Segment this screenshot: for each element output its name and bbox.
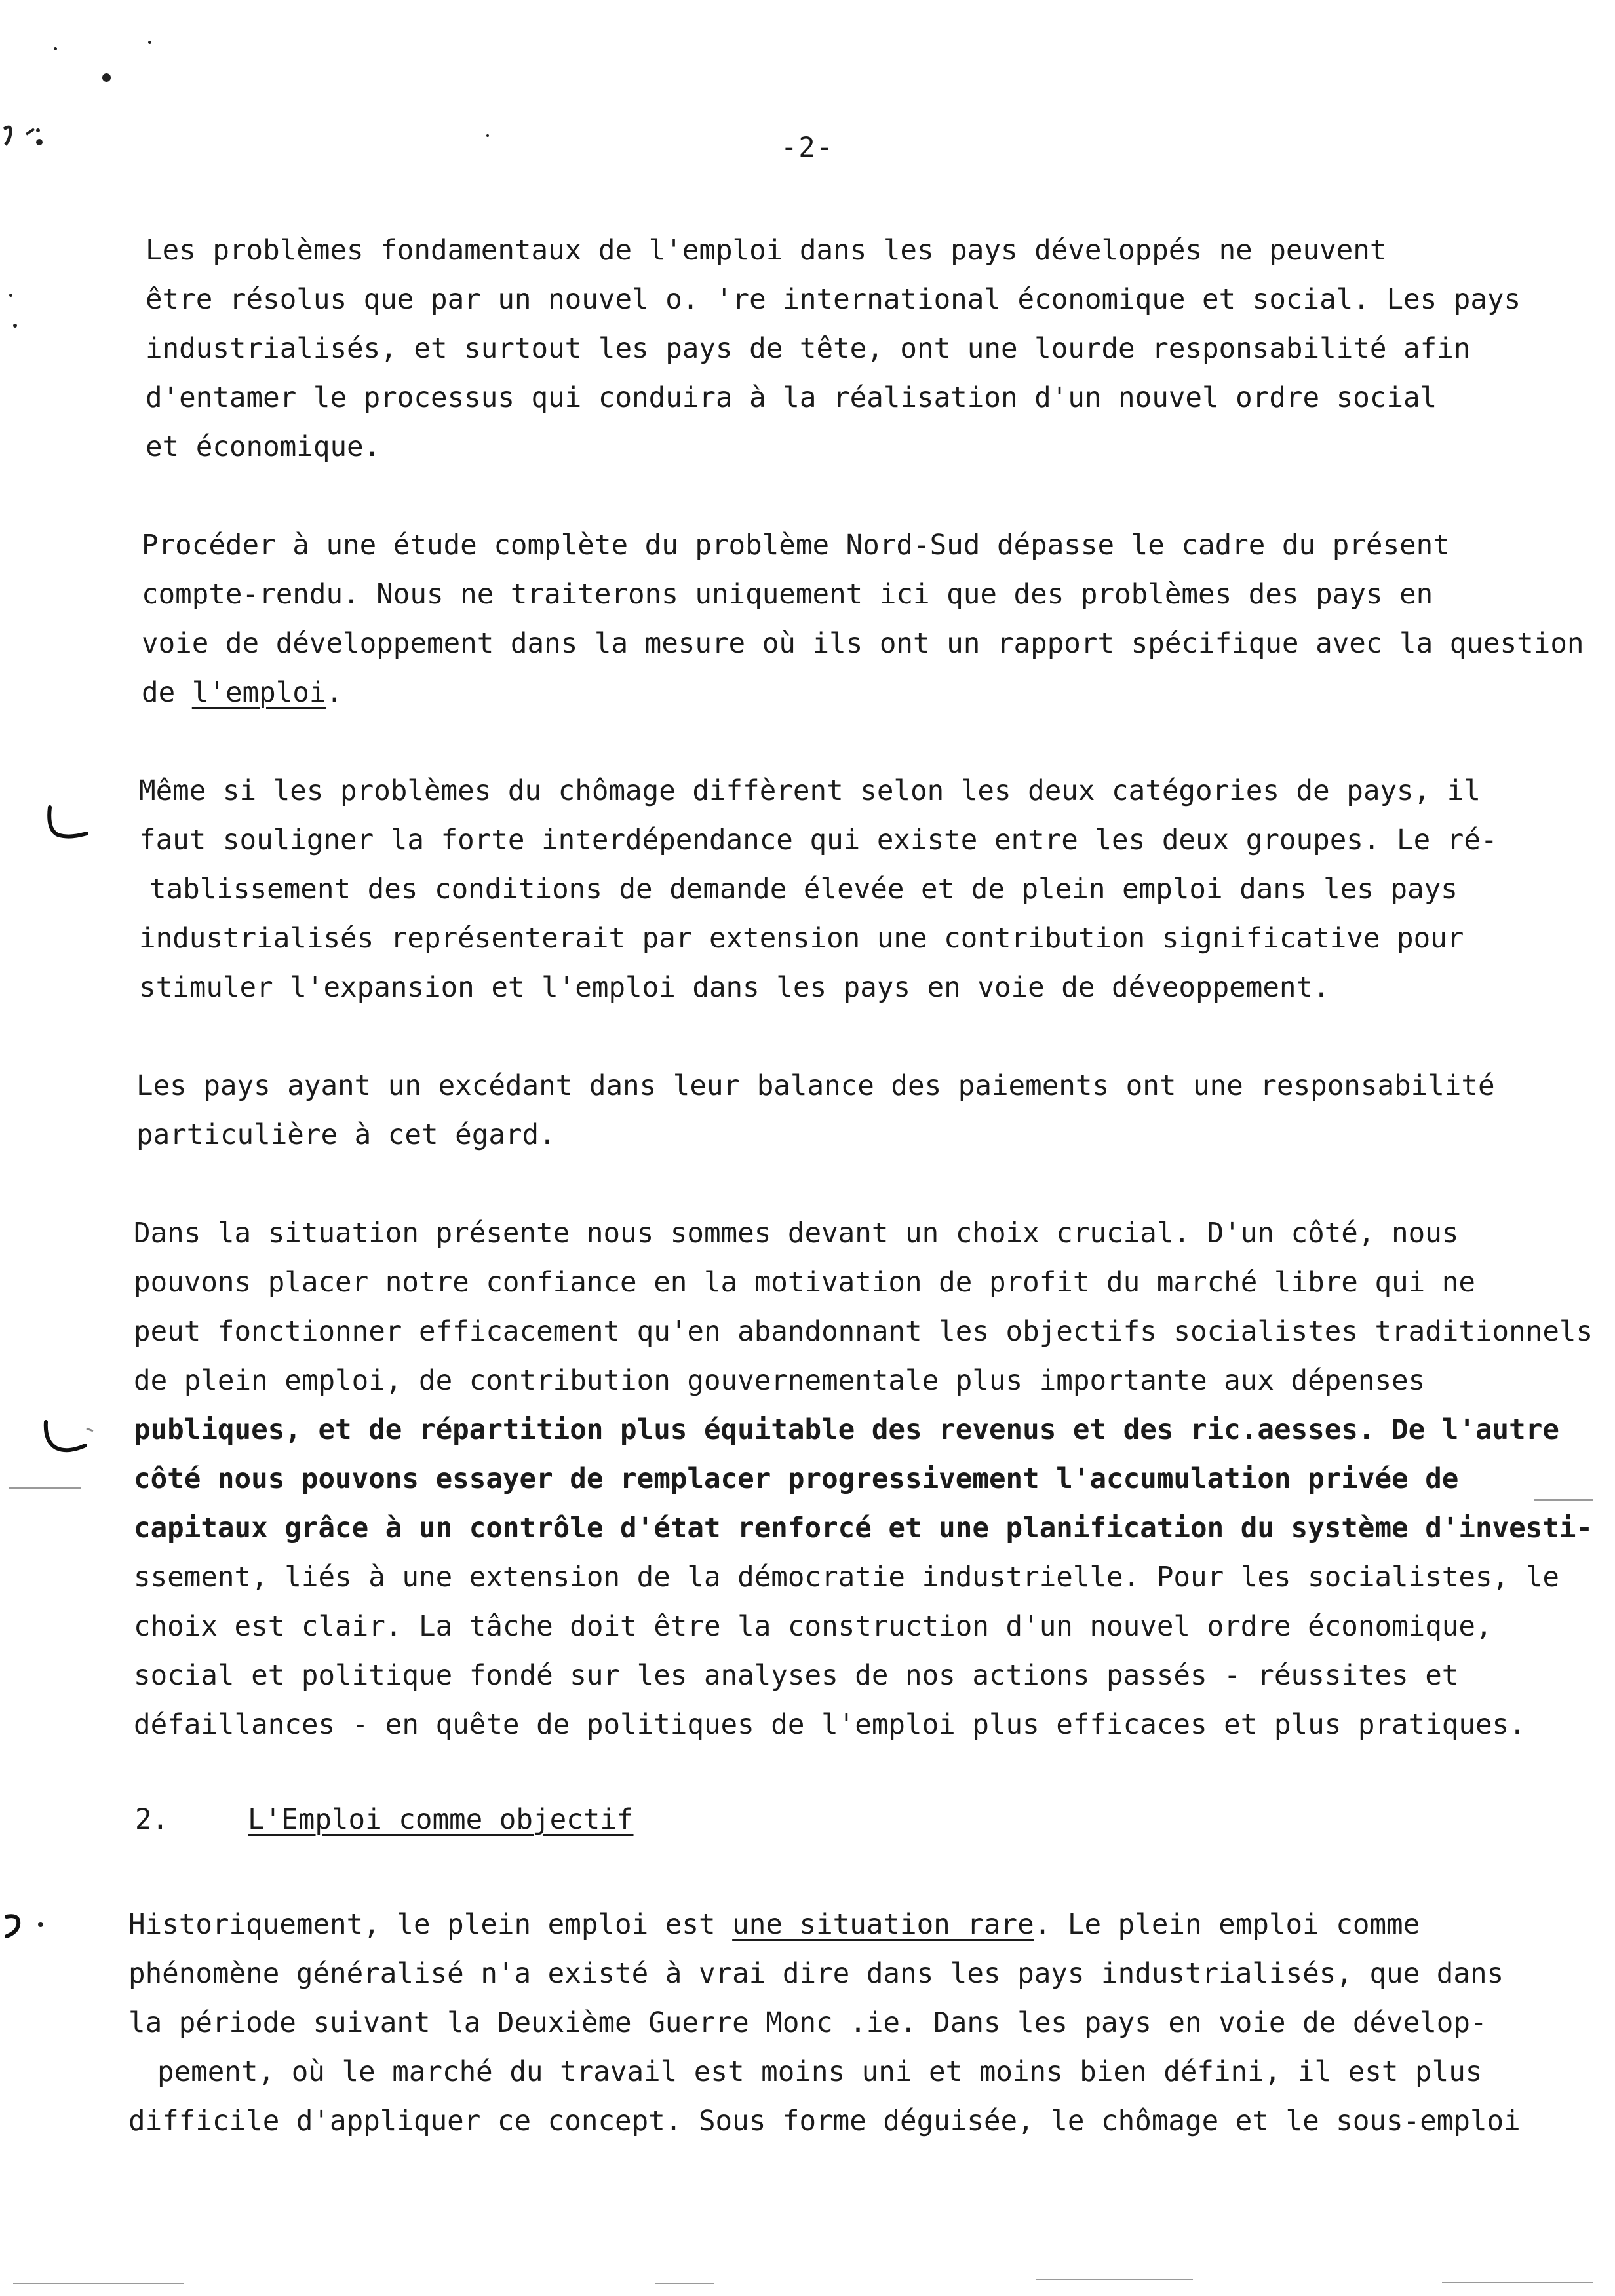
text-fragment: Historiquement, le plein emploi est: [128, 1909, 733, 1941]
text-line: Les pays ayant un excédant dans leur balance des paiements ont une responsabilité: [136, 1070, 1495, 1102]
text-line: [128, 1900, 1521, 1949]
margin-scribble: [1, 1910, 60, 1943]
section-title: L'Emploi comme objectif: [248, 1804, 634, 1836]
text-line: être résolus que par un nouvel o. 're international économique et social. Les pays: [146, 284, 1521, 316]
scan-artifact: [9, 1487, 81, 1489]
text-line: voie de développement dans la mesure où ils ont un rapport spécifique avec la question: [142, 628, 1584, 660]
text-line: phénomène généralisé n'a existé à vrai dire dans les pays industrialisés, que dans: [128, 1958, 1504, 1990]
text-line: tablissement des conditions de demande élevée et de plein emploi dans les pays: [149, 873, 1458, 906]
scan-artifact: [1442, 2282, 1593, 2283]
text-line: difficile d'appliquer ce concept. Sous forme déguisée, le chômage et le sous-emploi: [128, 2105, 1521, 2137]
scan-speck: [102, 73, 111, 82]
scan-speck: [148, 41, 151, 44]
underlined-text: l'emploi: [191, 677, 326, 709]
margin-bracket-mark: [37, 1415, 96, 1461]
section-number: 2.: [135, 1804, 169, 1836]
text-line: peut fonctionner efficacement qu'en abandonnant les objectifs socialistes traditionnels: [134, 1316, 1593, 1348]
paragraph: [146, 226, 1521, 472]
text-line: stimuler l'expansion et l'emploi dans les pays en voie de déveoppement.: [139, 972, 1330, 1004]
text-line: d'entamer le processus qui conduira à la réalisation d'un nouvel ordre social: [146, 382, 1437, 414]
page-number: -2-: [781, 131, 834, 163]
text-line: [142, 668, 1584, 718]
scan-speck: [13, 324, 17, 328]
text-line: social et politique fondé sur les analyses de nos actions passés - réussites et: [134, 1660, 1459, 1692]
text-line: Dans la situation présente nous sommes devant un choix crucial. D'un côté, nous: [134, 1217, 1459, 1250]
text-line: faut souligner la forte interdépendance qui existe entre les deux groupes. Le ré-: [139, 824, 1498, 856]
text-line: ssement, liés à une extension de la démocratie industrielle. Pour les socialistes, le: [134, 1561, 1559, 1594]
margin-bracket-mark: [43, 805, 96, 844]
scan-artifact: [1534, 1499, 1593, 1501]
text-line: pouvons placer notre confiance en la motivation de profit du marché libre qui ne: [134, 1267, 1475, 1299]
scan-artifact: [1036, 2279, 1193, 2280]
scan-artifact: [655, 2283, 714, 2284]
text-fragment: .: [326, 677, 343, 709]
text-line: côté nous pouvons essayer de remplacer progressivement l'accumulation privée de: [134, 1463, 1459, 1495]
text-line: publiques, et de répartition plus équitable des revenus et des ric.aesses. De l'autre: [134, 1414, 1559, 1446]
paragraph: [139, 767, 1498, 1012]
text-line: et économique.: [146, 431, 381, 463]
text-line: pement, où le marché du travail est moins uni et moins bien défini, il est plus: [157, 2056, 1483, 2088]
section-heading: [135, 1795, 634, 1845]
text-fragment: . Le plein emploi comme: [1034, 1909, 1420, 1941]
scan-speck: [54, 47, 57, 50]
text-line: la période suivant la Deuxième Guerre Monc .ie. Dans les pays en voie de dévelop-: [128, 2007, 1487, 2039]
paragraph: [134, 1209, 1593, 1750]
text-line: Procéder à une étude complète du problème Nord-Sud dépasse le cadre du présent: [142, 529, 1450, 562]
text-line: Même si les problèmes du chômage diffèrent selon les deux catégories de pays, il: [139, 775, 1481, 807]
text-line: compte-rendu. Nous ne traiterons uniquement ici que des problèmes des pays en: [142, 579, 1433, 611]
text-line: industrialisés, et surtout les pays de tête, ont une lourde responsabilité afin: [146, 333, 1471, 365]
text-line: Les problèmes fondamentaux de l'emploi dans les pays développés ne peuvent: [146, 235, 1387, 267]
scan-speck: [9, 294, 12, 297]
text-line: de plein emploi, de contribution gouvernementale plus importante aux dépenses: [134, 1365, 1426, 1397]
text-line: capitaux grâce à un contrôle d'état renforcé et une planification du système d'investi-: [134, 1512, 1593, 1544]
text-line: industrialisés représenterait par extension une contribution significative pour: [139, 923, 1464, 955]
underlined-text: une situation rare: [732, 1909, 1034, 1941]
text-line: particulière à cet égard.: [136, 1119, 556, 1151]
paragraph: [142, 521, 1584, 718]
text-fragment: de: [142, 677, 192, 709]
paragraph: [136, 1062, 1495, 1160]
text-line: défaillances - en quête de politiques de l'emploi plus efficaces et plus pratiques.: [134, 1709, 1526, 1741]
scan-artifact: [13, 2283, 184, 2284]
paragraph: [128, 1900, 1521, 2146]
text-line: choix est clair. La tâche doit être la construction d'un nouvel ordre économique,: [134, 1611, 1492, 1643]
